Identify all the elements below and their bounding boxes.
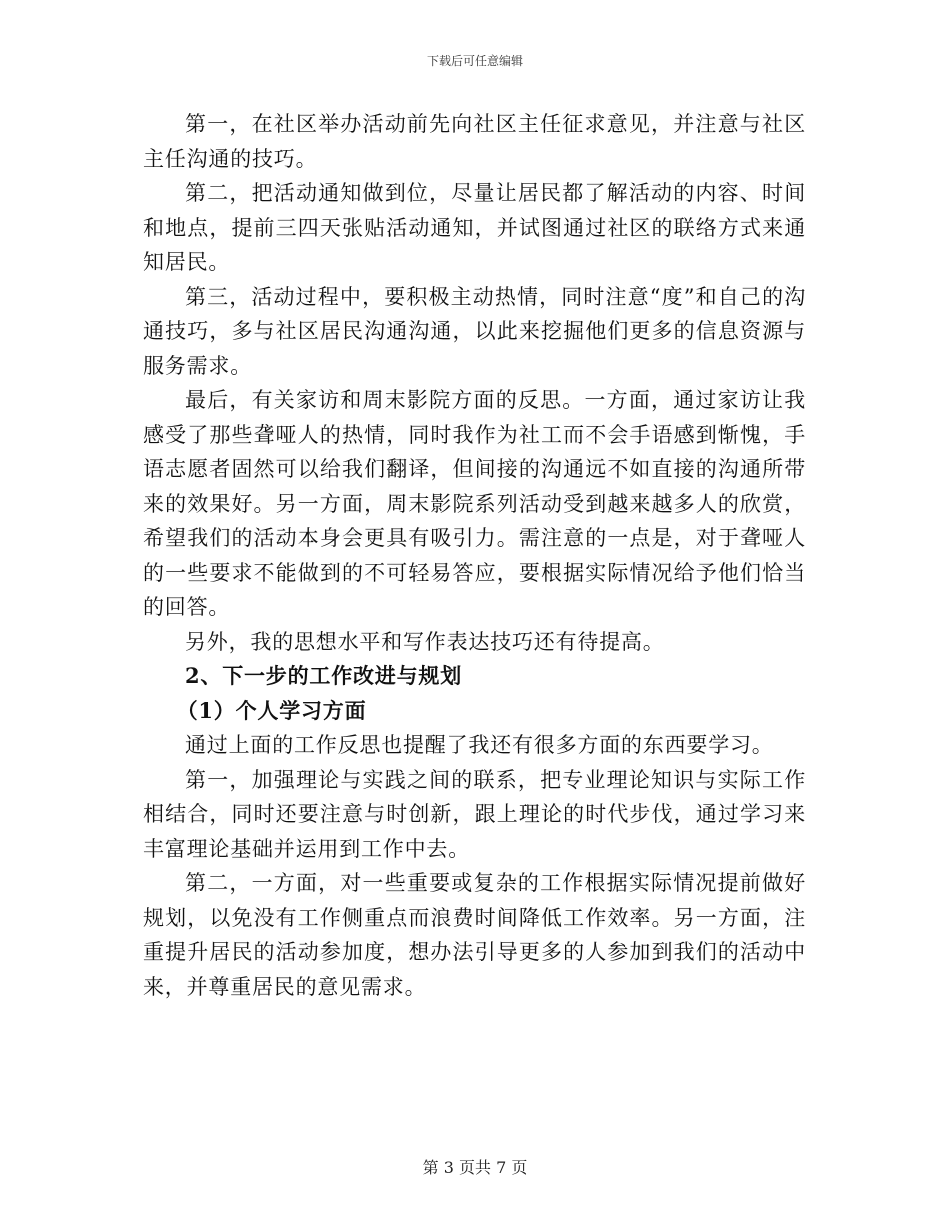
subsection-heading: （1）个人学习方面 <box>176 697 367 723</box>
paragraph-1: 第一，在社区举办活动前先向社区主任征求意见，并注意与社区主任沟通的技巧。 <box>143 112 806 171</box>
page-number: 第 3 页共 7 页 <box>422 1158 528 1177</box>
paragraph-5: 另外，我的思想水平和写作表达技巧还有待提高。 <box>185 629 665 654</box>
paragraph-3: 第三，活动过程中，要积极主动热情，同时注意“度”和自己的沟通技巧，多与社区居民沟通沟通，以此来挖掘他们更多的信息资源与服务需求。 <box>143 284 806 378</box>
paragraph-7: 第一，加强理论与实践之间的联系，把专业理论知识与实际工作相结合，同时还要注意与时创新，跟上理论的时代步伐，通过学习来丰富理论基础并运用到工作中去。 <box>143 767 806 861</box>
paragraph-4: 最后，有关家访和周末影院方面的反思。一方面，通过家访让我感受了那些聋哑人的热情，同时我作为社工而不会手语感到惭愧，手语志愿者固然可以给我们翻译，但间接的沟通远不如直接的沟通所带来的效果好。另一方面，周末影院系列活动受到越来越多人的欣赏，希望我们的活动本身会更具有吸引力。需注意的一点是，对于聋哑人的一些要求不能做到的不可轻易答应，要根据实际情况给予他们恰当的回答。 <box>143 388 806 619</box>
paragraph-6: 通过上面的工作反思也提醒了我还有很多方面的东西要学习。 <box>185 733 774 757</box>
page-header-note: 下载后可任意编辑 <box>426 54 523 68</box>
document-body <box>143 107 806 1004</box>
section-heading: 2、下一步的工作改进与规划 <box>185 663 463 688</box>
paragraph-2: 第二，把活动通知做到位，尽量让居民都了解活动的内容、时间和地点，提前三四天张贴活动通知，并试图通过社区的联络方式来通知居民。 <box>143 181 806 274</box>
paragraph-8: 第二，一方面，对一些重要或复杂的工作根据实际情况提前做好规划，以免没有工作侧重点而浪费时间降低工作效率。另一方面，注重提升居民的活动参加度，想办法引导更多的人参加到我们的活动中来，并尊重居民的意见需求。 <box>143 871 806 999</box>
